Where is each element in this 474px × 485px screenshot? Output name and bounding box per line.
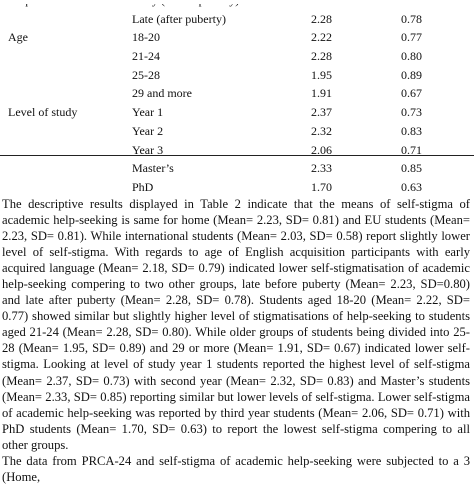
next-paragraph: The data from PRCA-24 and self-stigma of academic help-seeking were subjected to a 3 (Home, [2,454,470,485]
mean-cell: 2.28 [311,49,332,64]
sd-cell: 0.73 [401,105,422,120]
level-cell: Year 3 [132,142,164,157]
table-row [0,103,474,122]
sd-cell: 0.89 [401,67,422,82]
mean-cell: 2.28 [311,11,332,26]
mean-cell: 1.70 [311,179,332,194]
table-row [0,141,474,160]
table-row [0,66,474,85]
group-cell: Age [8,30,28,45]
sd-cell: 0.71 [401,142,422,157]
level-cell: PhD [132,179,154,194]
sd-cell: 0.77 [401,30,422,45]
descriptive-table [0,0,474,197]
table-bottom-rule [0,155,474,156]
mean-cell: 2.32 [311,123,332,138]
sd-cell: 0.78 [401,11,422,26]
group-cell: Level of study [8,105,78,120]
level-cell: Year 1 [132,105,164,120]
sd-cell: 0.67 [401,86,422,101]
mean-cell: 1.95 [311,67,332,82]
table-row [0,122,474,141]
level-cell: 21-24 [132,49,160,64]
level-cell: 18-20 [132,30,160,45]
level-cell: Late (after puberty) [132,11,226,26]
table-row [0,47,474,66]
sd-cell: 0.63 [401,179,422,194]
table-row [0,159,474,178]
mean-cell: 2.22 [311,30,332,45]
table-row [0,28,474,47]
sd-cell: 0.80 [401,49,422,64]
mean-cell: 2.37 [311,105,332,120]
table-row [0,178,474,197]
table-row [0,84,474,103]
sd-cell: 0.85 [401,161,422,176]
results-paragraph: The descriptive results displayed in Table 2 indicate that the means of self-stigma of academic help-seeking is same for home (Mean= 2.23, SD= 0.81) and EU students (Mean= 2.23, SD= 0.81). While international students (Mean= 2.03, SD= 0.58) report slightly lower level of self-stigma. With regards to age of English acquisition participants with early acquired language (Mean= 2.18, SD= 0.79) indicated lower self-stigmatisation of academic help-seeking compering to two other groups, late before puberty (Mean= 2.23, SD=0.80) and late after puberty (Mean= 2.28, SD= 0.78). Students aged 18-20 (Mean= 2.22, SD= 0.77) showed similar but slightly higher level of stigmatisations of help-seeking to students aged 21-24 (Mean= 2.28, SD= 0.80). While older groups of students being divided into 25-28 (Mean= 1.95, SD= 0.89) and 29 or more (Mean= 1.91, SD= 0.67) indicated lower self-stigma. Looking at level of study year 1 students reported the highest level of self-stigma (Mean= 2.37, SD= 0.73) with second year (Mean= 2.32, SD= 0.83) and Master’s students (Mean= 2.33, SD= 0.85) reporting similar but lower levels of self-stigma. Lower self-stigma of academic help-seeking was reported by third year students (Mean= 2.06, SD= 0.71) with PhD students (Mean= 1.70, SD= 0.63) to report the lowest self-stigma compering to all other groups. [2,197,470,452]
level-cell: 25-28 [132,67,160,82]
mean-cell: 2.06 [311,142,332,157]
crop-edge [0,0,474,4]
sd-cell: 0.83 [401,123,422,138]
mean-cell: 2.33 [311,161,332,176]
level-cell: 29 and more [132,86,192,101]
mean-cell: 1.91 [311,86,332,101]
table-row [0,10,474,29]
level-cell: Master’s [132,161,174,176]
level-cell: Year 2 [132,123,164,138]
